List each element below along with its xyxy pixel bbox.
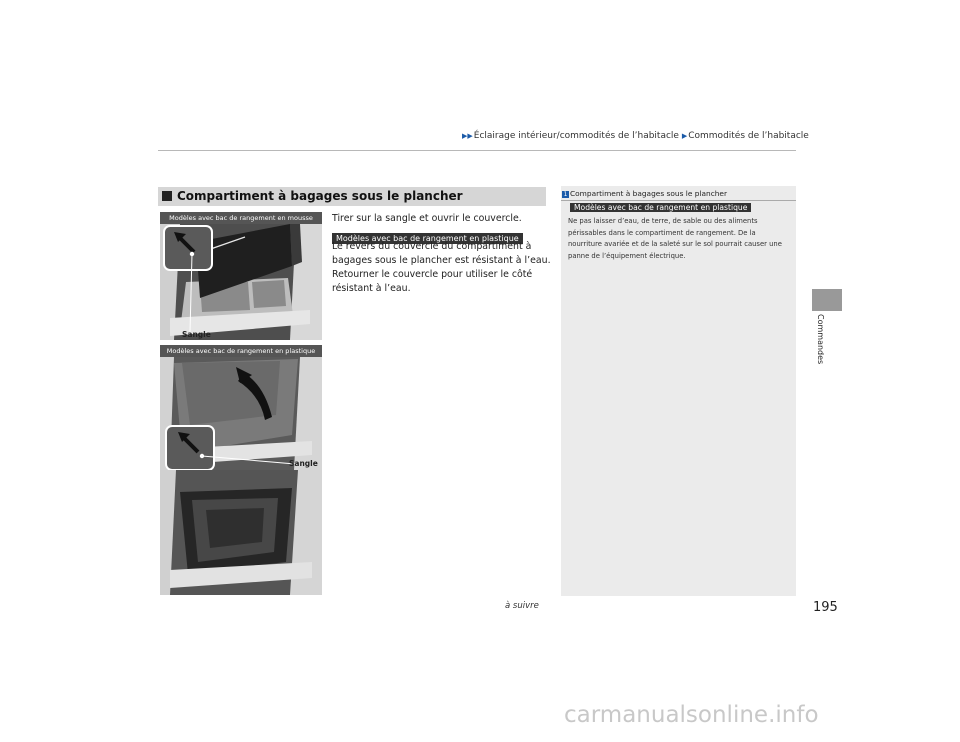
model-tag: Modèles avec bac de rangement en plastique xyxy=(332,233,523,244)
storage-tray-illustration xyxy=(160,470,322,595)
page-number: 195 xyxy=(813,600,838,615)
section-title: Compartiment à bagages sous le plancher xyxy=(177,189,463,203)
section-heading xyxy=(158,187,546,206)
breadcrumb xyxy=(462,131,809,141)
watermark: carmanualsonline.info xyxy=(564,702,819,728)
continue-indicator: à suivre xyxy=(505,601,539,611)
figure-plastic-tray-open xyxy=(160,470,322,595)
chapter-tab-label: Commandes xyxy=(816,314,825,365)
breadcrumb-part-1[interactable]: Éclairage intérieur/commodités de l’habitacle xyxy=(473,131,679,141)
arrow-icon: ▶▶ xyxy=(462,132,473,140)
strap-callout-2: Sangle xyxy=(289,459,318,468)
step-instruction: Tirer sur la sangle et ouvrir le couvercle. xyxy=(332,213,522,224)
strap-callout-1: Sangle xyxy=(182,330,211,339)
callout-overlay-1 xyxy=(160,222,360,342)
sidebar-text: Ne pas laisser d’eau, de terre, de sable ou des aliments périssables dans le compartiment de rangement. De la nourriture avariée et de la saleté sur le sol pourrait causer une panne de l’équipement électrique. xyxy=(568,217,782,260)
sidebar-divider xyxy=(561,200,796,201)
sidebar-title xyxy=(562,189,727,198)
reference-icon: 1 xyxy=(563,191,568,198)
figure-label-plastic: Modèles avec bac de rangement en plastique xyxy=(160,345,322,357)
figure-label-foam: Modèles avec bac de rangement en mousse xyxy=(160,212,322,224)
breadcrumb-part-2[interactable]: Commodités de l’habitacle xyxy=(688,131,809,141)
waterproof-note: Le revers du couvercle du compartiment à bagages sous le plancher est résistant à l’eau. Retourner le couvercle pour utiliser le côté résistant à l’eau. xyxy=(332,241,551,294)
sidebar-note xyxy=(561,186,796,596)
header-divider xyxy=(158,150,796,151)
arrow-icon: ▶ xyxy=(681,132,688,140)
chapter-tab[interactable] xyxy=(812,289,842,311)
sidebar-title-text: Compartiment à bagages sous le plancher xyxy=(570,189,728,198)
sidebar-model-tag: Modèles avec bac de rangement en plastique xyxy=(570,203,751,212)
square-bullet-icon xyxy=(162,191,172,201)
